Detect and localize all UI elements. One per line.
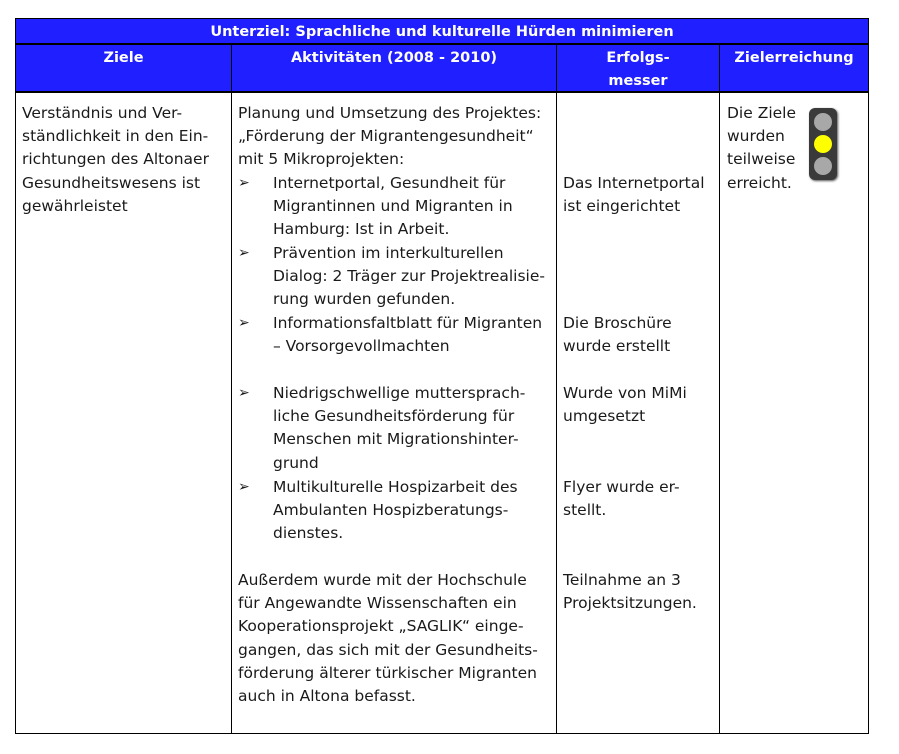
bullet-line: Informationsfaltblatt für Migranten xyxy=(273,314,543,332)
header-zielerreichung: Zielerreichung xyxy=(719,44,869,92)
border-left xyxy=(15,92,16,734)
ziele-line: richtungen des Altonaer xyxy=(22,150,209,169)
bullet-line: rung wurden gefunden. xyxy=(273,290,456,309)
border-right xyxy=(868,92,869,734)
bullet-line: grund xyxy=(273,453,319,472)
aktivitaeten-intro xyxy=(238,102,541,172)
erfolgsmesser-2 xyxy=(563,312,672,358)
header-ziele: Ziele xyxy=(15,44,232,92)
bullet-arrow-icon: ➢ xyxy=(238,385,250,401)
bullet-line: Prävention im interkulturellen xyxy=(273,244,504,262)
erfolgsmesser-5 xyxy=(563,569,697,615)
erfolgsmesser-line: umgesetzt xyxy=(563,407,646,426)
intro-line: Planung und Umsetzung des Projektes: xyxy=(238,104,542,122)
erfolgsmesser-line: Das Internetportal xyxy=(563,174,705,192)
erfolgsmesser-line: Wurde von MiMi xyxy=(563,384,687,402)
bullet-arrow-icon: ➢ xyxy=(238,245,250,261)
border-col1 xyxy=(231,92,232,734)
erfolgsmesser-line: Flyer wurde er- xyxy=(563,478,680,496)
erfolgsmesser-line: Teilnahme an 3 xyxy=(563,571,681,589)
outro-line: Kooperationsprojekt „SAGLIK“ einge- xyxy=(238,617,524,636)
erfolgsmesser-line: wurde erstellt xyxy=(563,337,671,356)
bullet-line: Dialog: 2 Träger zur Projektrealisie- xyxy=(273,267,545,286)
ziele-line: Verständnis und Ver- xyxy=(22,104,183,122)
erfolgsmesser-line: Projektsitzungen. xyxy=(563,594,697,613)
border-col3 xyxy=(719,92,720,734)
bullet-line: – Vorsorgevollmachten xyxy=(273,337,450,356)
bullet-arrow-icon: ➢ xyxy=(238,315,250,331)
traffic-light-icon xyxy=(809,108,837,180)
bullet-line: Internetportal, Gesundheit für xyxy=(273,174,506,192)
zielerreichung-line: teilweise xyxy=(727,150,796,169)
border-bottom xyxy=(15,733,869,734)
zielerreichung-line: wurden xyxy=(727,127,785,146)
ziele-line: Gesundheitswesens ist xyxy=(22,173,201,192)
traffic-light-red-lamp xyxy=(814,113,832,131)
traffic-light-green-lamp xyxy=(814,157,832,175)
traffic-light-yellow-lamp xyxy=(814,135,832,153)
bullet-arrow-icon: ➢ xyxy=(238,175,250,191)
outro-line: gangen, das sich mit der Gesundheits- xyxy=(238,640,538,659)
outro-line: für Angewandte Wissenschaften ein xyxy=(238,594,517,613)
bullet-line: Hamburg: Ist in Arbeit. xyxy=(273,220,450,239)
erfolgsmesser-4 xyxy=(563,476,680,522)
table-title: Unterziel: Sprachliche und kulturelle Hürden minimieren xyxy=(15,18,869,44)
erfolgsmesser-line: stellt. xyxy=(563,501,607,520)
erfolgsmesser-1 xyxy=(563,172,705,218)
erfolgsmesser-line: ist eingerichtet xyxy=(563,197,681,216)
header-erfolgsmesser-line1: Erfolgs- xyxy=(606,50,670,66)
bullet-line: liche Gesundheitsförderung für xyxy=(273,407,515,426)
bullet-line: Menschen mit Migrationshinter- xyxy=(273,430,519,449)
header-aktivitaeten: Aktivitäten (2008 - 2010) xyxy=(231,44,557,92)
header-erfolgsmesser-line2: messer xyxy=(608,73,668,89)
outro-line: auch in Altona befasst. xyxy=(238,687,416,706)
intro-line: „Förderung der Migrantengesundheit“ xyxy=(238,127,534,146)
border-header-bottom xyxy=(15,92,869,93)
bullet-line: Niedrigschwellige muttersprach- xyxy=(273,384,526,402)
erfolgsmesser-line: Die Broschüre xyxy=(563,314,672,332)
bullet-line: dienstes. xyxy=(273,524,344,543)
header-erfolgsmesser xyxy=(556,44,720,92)
ziele-line: ständlichkeit in den Ein- xyxy=(22,127,209,146)
outro-line: Außerdem wurde mit der Hochschule xyxy=(238,571,527,589)
erfolgsmesser-3 xyxy=(563,382,687,428)
ziele-cell xyxy=(22,102,209,218)
bullet-line: Migrantinnen und Migranten in xyxy=(273,197,513,216)
zielerreichung-line: erreicht. xyxy=(727,173,792,192)
aktivitaeten-outro xyxy=(238,569,538,708)
bullet-line: Multikulturelle Hospizarbeit des xyxy=(273,478,518,496)
outro-line: förderung älterer türkischer Migranten xyxy=(238,663,537,682)
zielerreichung-line: Die Ziele xyxy=(727,104,797,122)
bullet-arrow-icon: ➢ xyxy=(238,479,250,495)
ziele-line: gewährleistet xyxy=(22,196,128,215)
zielerreichung-cell xyxy=(727,102,796,195)
bullet-line: Ambulanten Hospizberatungs- xyxy=(273,501,509,520)
intro-line: mit 5 Mikroprojekten: xyxy=(238,150,405,169)
